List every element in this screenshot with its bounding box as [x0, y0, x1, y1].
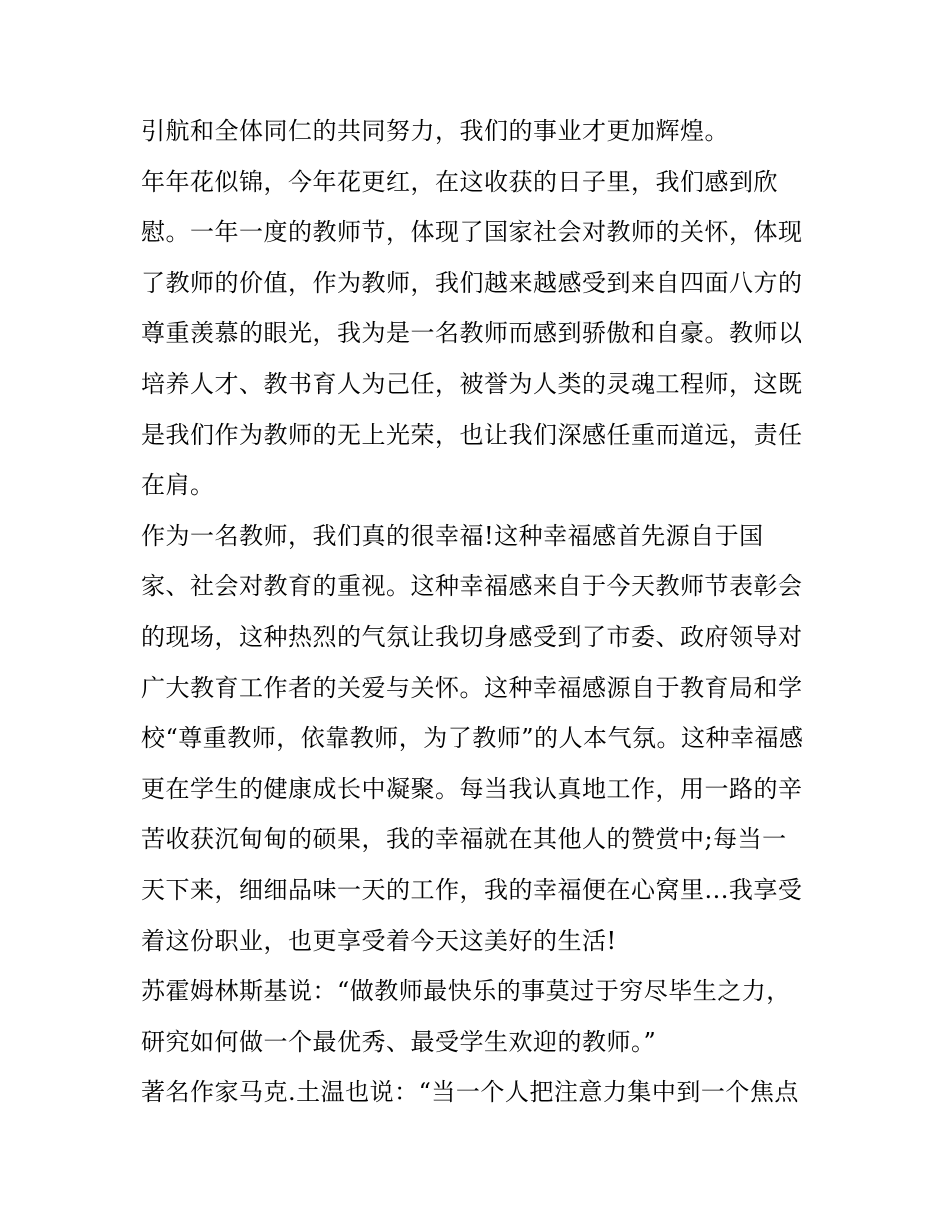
text-line: 研究如何做一个最优秀、最受学生欢迎的教师。”: [141, 1027, 657, 1056]
text-line: 苦收获沉甸甸的硕果，我的幸福就在其他人的赞赏中;每当一: [141, 825, 787, 854]
text-line: 在肩。: [141, 471, 215, 500]
text-line: 年年花似锦，今年花更红，在这收获的日子里，我们感到欣: [141, 167, 778, 196]
text-line: 着这份职业，也更享受着今天这美好的生活!: [141, 926, 617, 955]
text-line: 更在学生的健康成长中凝聚。每当我认真地工作，用一路的辛: [141, 774, 803, 803]
text-line: 作为一名教师，我们真的很幸福!这种幸福感首先源自于国: [141, 521, 764, 550]
document-body: [141, 106, 821, 1118]
text-line: 天下来，细细品味一天的工作，我的幸福便在心窝里...我享受: [141, 875, 803, 904]
text-line: 了教师的价值，作为教师，我们越来越感受到来自四面八方的: [141, 268, 803, 297]
text-line: 慰。一年一度的教师节，体现了国家社会对教师的关怀，体现: [141, 218, 803, 247]
text-line: 家、社会对教育的重视。这种幸福感来自于今天教师节表彰会: [141, 572, 803, 601]
text-line: 校“尊重教师，依靠教师，为了教师”的人本气氛。这种幸福感: [141, 724, 804, 753]
text-line: 广大教育工作者的关爱与关怀。这种幸福感源自于教育局和学: [141, 673, 803, 702]
text-line: 苏霍姆林斯基说：“做教师最快乐的事莫过于穷尽毕生之力，: [141, 977, 791, 1006]
text-line: 著名作家马克.土温也说：“当一个人把注意力集中到一个焦点: [141, 1078, 799, 1107]
text-line: 是我们作为教师的无上光荣，也让我们深感任重而道远，责任: [141, 420, 803, 449]
text-line: 尊重羡慕的眼光，我为是一名教师而感到骄傲和自豪。教师以: [141, 319, 803, 348]
text-line: 培养人才、教书育人为己任，被誉为人类的灵魂工程师，这既: [141, 369, 803, 398]
text-line: 引航和全体同仁的共同努力，我们的事业才更加辉煌。: [141, 117, 729, 145]
text-line: 的现场，这种热烈的气氛让我切身感受到了市委、政府领导对: [141, 622, 803, 651]
